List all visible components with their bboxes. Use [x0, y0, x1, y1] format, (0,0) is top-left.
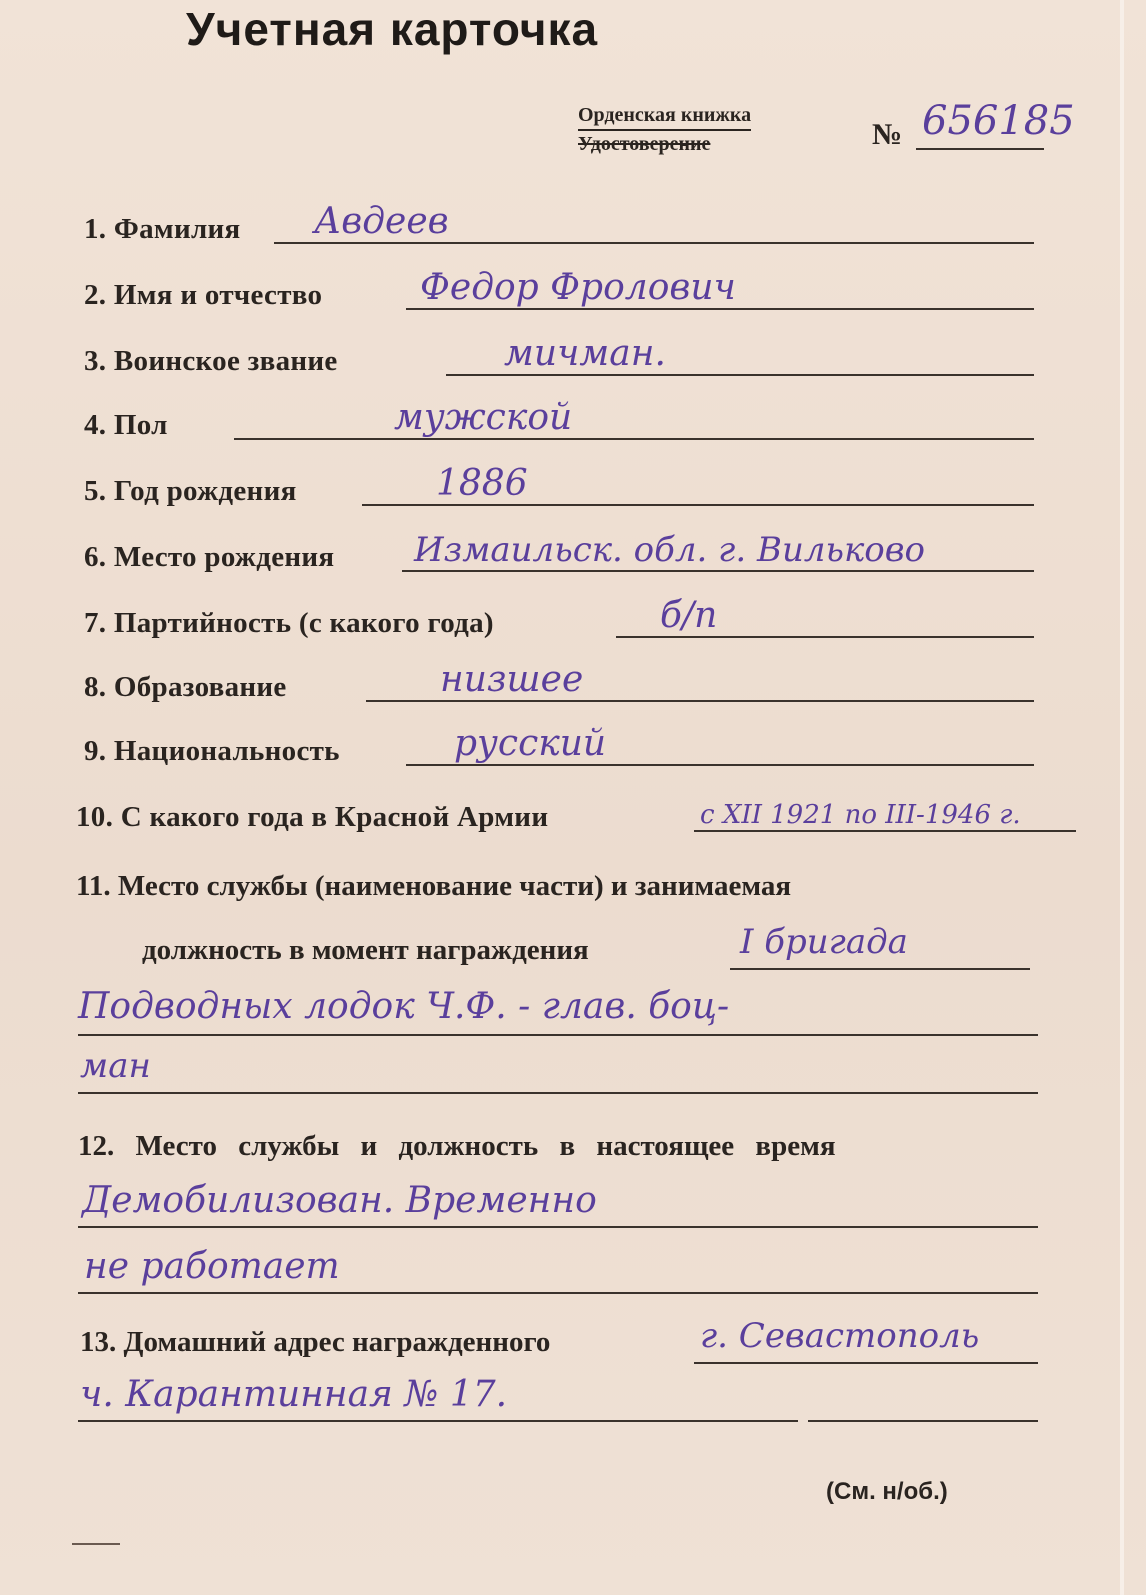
number-underline	[916, 148, 1044, 150]
field-line	[406, 308, 1034, 310]
field-row-red-army-years	[76, 800, 1106, 840]
field13-line2a	[78, 1420, 798, 1422]
field11-line1	[730, 968, 1030, 970]
field11-line3	[78, 1092, 1038, 1094]
field12-line2	[78, 1292, 1038, 1294]
field-row-birthplace	[84, 530, 1114, 580]
field-value: Федор Фролович	[420, 267, 736, 308]
field-label: 9. Национальность	[84, 735, 340, 767]
field-row-surname	[84, 201, 1054, 252]
field-row-rank	[84, 333, 1054, 384]
field-value: Измаильск. обл. г. Вильково	[414, 530, 926, 570]
field-line	[234, 438, 1034, 440]
see-reverse-note: (См. н/об.)	[826, 1478, 948, 1505]
field-label: 2. Имя и отчество	[84, 279, 323, 311]
field-row-nationality	[84, 723, 1054, 774]
field-row-education	[84, 659, 1054, 710]
field-label: 10. С какого года в Красной Армии	[76, 801, 549, 833]
field-line	[694, 830, 1076, 832]
field11-label-line2: должность в момент награждения	[142, 934, 589, 966]
field-line	[406, 764, 1034, 766]
field11-line2	[78, 1034, 1038, 1036]
field-label: 4. Пол	[84, 409, 168, 441]
field-label: 7. Партийность (с какого года)	[84, 607, 494, 639]
field-value: русский	[454, 723, 607, 764]
field-row-party	[84, 595, 1054, 646]
field13-value-line2: ч. Карантинная № 17.	[80, 1374, 508, 1415]
doc-type-certificate-struck: Удостоверение	[578, 133, 711, 155]
field-value: мичман.	[504, 333, 666, 374]
field-row-sex	[84, 397, 1054, 448]
field-value: с XII 1921 по III-1946 г.	[700, 800, 1021, 830]
field13-value-line1: г. Севастополь	[700, 1316, 980, 1356]
field-value: мужской	[394, 397, 573, 438]
bottom-dash	[72, 1543, 120, 1545]
field11-value-line1: I бригада	[740, 922, 908, 962]
field-label: 6. Место рождения	[84, 541, 335, 573]
field-label: 1. Фамилия	[84, 213, 241, 245]
field-value: Авдеев	[314, 201, 449, 242]
field-line	[274, 242, 1034, 244]
document-type	[578, 104, 751, 156]
field-label: 8. Образование	[84, 671, 287, 703]
field-line	[366, 700, 1034, 702]
field11-value-line3: ман	[80, 1046, 151, 1086]
field-line	[402, 570, 1034, 572]
field-value: низшее	[440, 659, 584, 700]
card-title: Учетная карточка	[186, 3, 599, 55]
field-row-name-patronymic	[84, 267, 1054, 318]
field12-line1	[78, 1226, 1038, 1228]
field11-label-line1: 11. Место службы (наименование части) и занимаемая	[76, 870, 792, 902]
field-label: 3. Воинское звание	[84, 345, 338, 377]
field-value: б/п	[660, 595, 718, 636]
field-label: 5. Год рождения	[84, 475, 297, 507]
number-value: 656185	[922, 98, 1075, 144]
doc-type-order-book: Орденская книжка	[578, 104, 751, 131]
paper-edge	[1120, 0, 1124, 1595]
field-line	[362, 504, 1034, 506]
field-line	[446, 374, 1034, 376]
field12-value-line1: Демобилизован. Временно	[82, 1180, 597, 1221]
field13-label: 13. Домашний адрес награжденного	[80, 1326, 551, 1358]
field-value: 1886	[436, 463, 528, 504]
field12-value-line2: не работает	[84, 1246, 340, 1287]
field12-label: 12. Место службы и должность в настоящее время	[78, 1130, 836, 1162]
field11-value-line2: Подводных лодок Ч.Ф. - глав. боц-	[78, 986, 730, 1027]
number-label: №	[872, 118, 903, 151]
field-row-birth-year	[84, 463, 1054, 514]
field13-line2b	[808, 1420, 1038, 1422]
field-line	[616, 636, 1034, 638]
field13-line1	[694, 1362, 1038, 1364]
